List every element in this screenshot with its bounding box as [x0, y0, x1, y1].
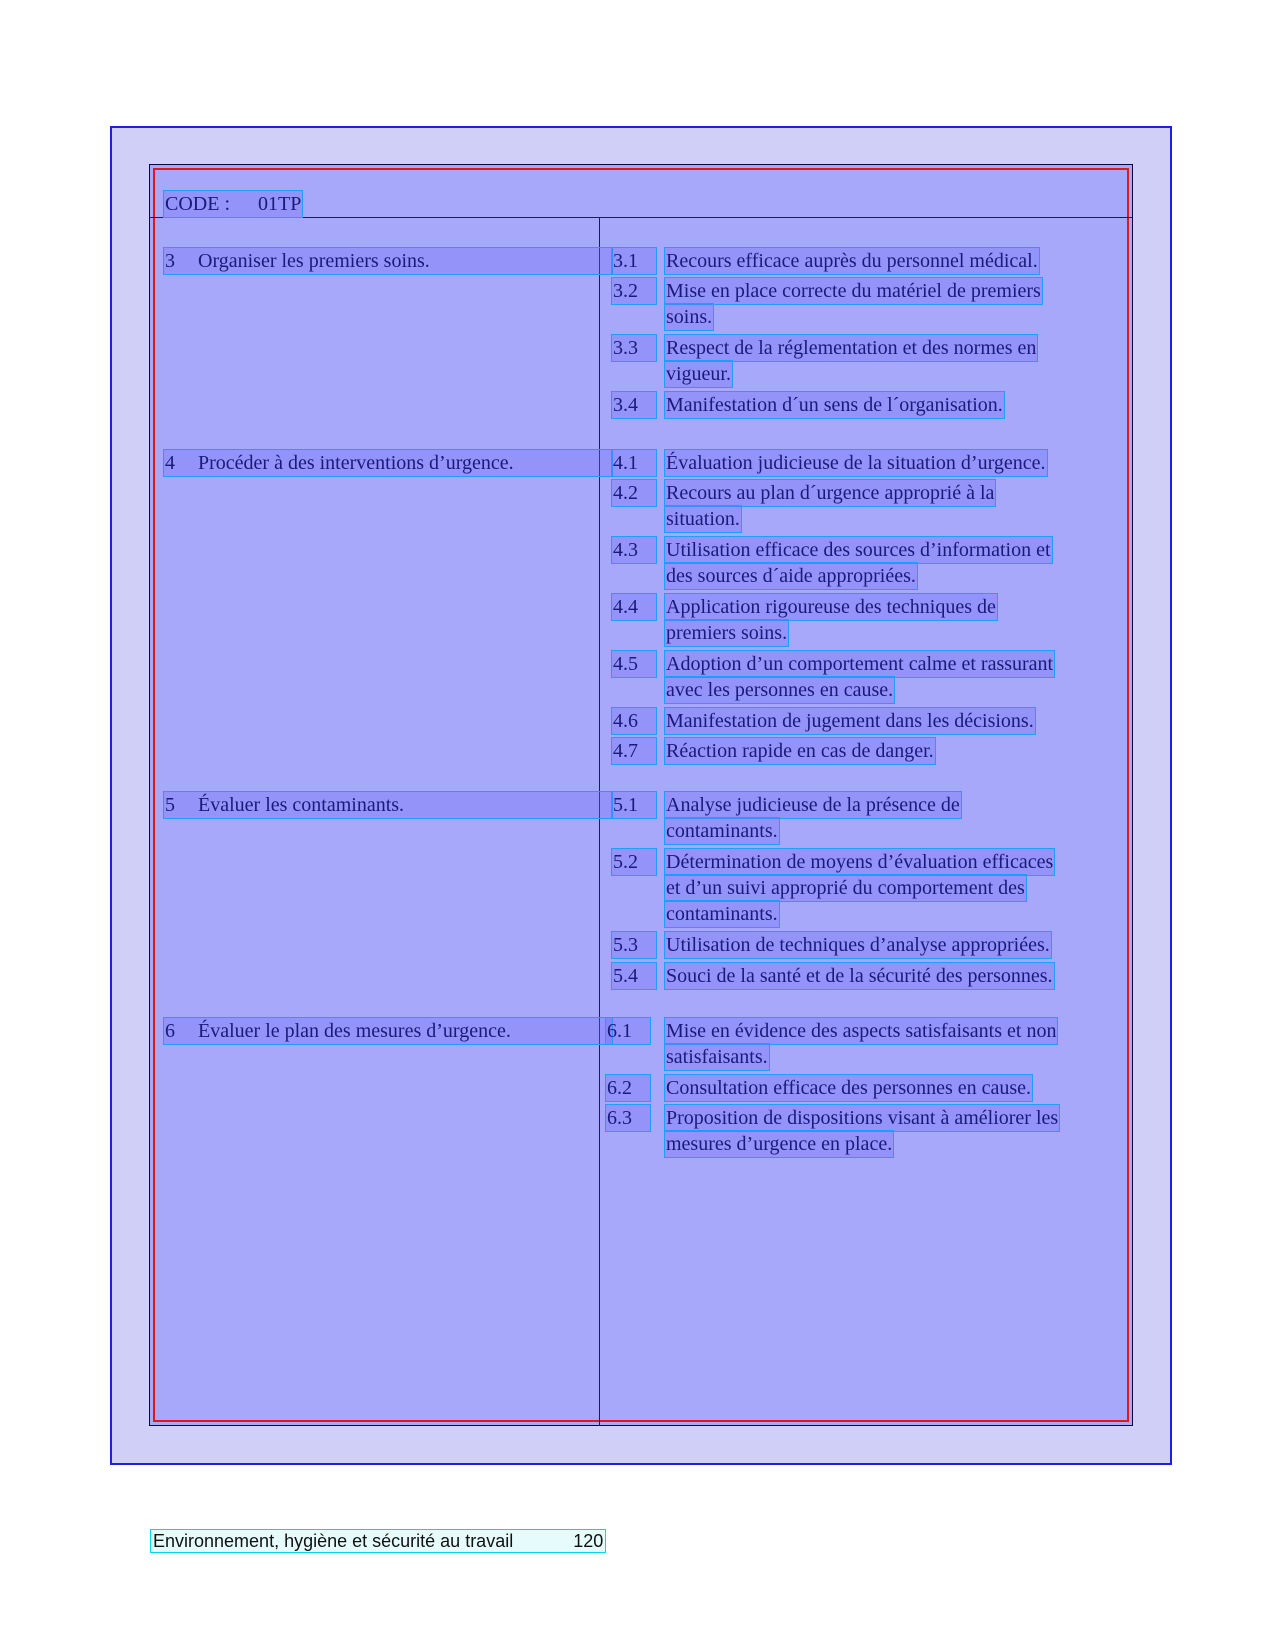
- criterion-line: Mise en évidence des aspects satisfaisants et non: [666, 1020, 1057, 1042]
- criterion-line: Évaluation judicieuse de la situation d’urgence.: [666, 452, 1046, 474]
- criterion-number: 4.6: [612, 708, 656, 734]
- criterion-line: et d’un suivi approprié du comportement des: [666, 877, 1025, 899]
- criterion-line: situation.: [666, 508, 740, 530]
- criterion-line: Manifestation de jugement dans les décisions.: [666, 710, 1034, 732]
- competency-text: Évaluer les contaminants.: [198, 794, 405, 816]
- criterion-line: Adoption d’un comportement calme et rassurant: [666, 653, 1054, 675]
- criterion-line: Recours efficace auprès du personnel médical.: [666, 250, 1038, 272]
- competency-item: [164, 1018, 612, 1044]
- criterion-line: mesures d’urgence en place.: [666, 1133, 893, 1155]
- criterion-number: 6.3: [606, 1105, 650, 1131]
- criterion-number: 6.2: [606, 1075, 650, 1101]
- page-number: 120: [573, 1531, 604, 1551]
- criterion-number: 4.4: [612, 594, 656, 620]
- criterion-line: Détermination de moyens d’évaluation efficaces: [666, 851, 1054, 873]
- competency-item: [164, 450, 612, 476]
- criterion-line: contaminants.: [666, 903, 778, 925]
- criterion-line: Souci de la santé et de la sécurité des personnes.: [666, 965, 1053, 987]
- criterion-number: 5.4: [612, 963, 656, 989]
- competency-text: Évaluer le plan des mesures d’urgence.: [198, 1020, 511, 1042]
- competency-text: Organiser les premiers soins.: [198, 250, 430, 272]
- criterion-number: 3.2: [612, 278, 656, 304]
- criterion-number: 3.1: [612, 248, 656, 274]
- competency-number: 3: [165, 250, 175, 272]
- page-footer: [151, 1530, 605, 1552]
- criterion-number: 4.2: [612, 480, 656, 506]
- criterion-line: Respect de la réglementation et des normes en: [666, 337, 1037, 359]
- criterion-line: Utilisation de techniques d’analyse appropriées.: [666, 934, 1050, 956]
- code-value: 01TP: [258, 193, 302, 215]
- criterion-number: 4.1: [612, 450, 656, 476]
- criterion-line: avec les personnes en cause.: [666, 679, 894, 701]
- criterion-number: 4.5: [612, 651, 656, 677]
- footer-title: Environnement, hygiène et sécurité au travail: [153, 1531, 514, 1551]
- criterion-number: 4.3: [612, 537, 656, 563]
- criterion-line: Application rigoureuse des techniques de: [666, 596, 996, 618]
- criterion-line: contaminants.: [666, 820, 778, 842]
- competency-number: 4: [165, 452, 175, 474]
- header-divider: [150, 217, 1132, 218]
- criterion-line: satisfaisants.: [666, 1046, 768, 1068]
- competency-number: 6: [165, 1020, 175, 1042]
- criterion-line: vigueur.: [666, 363, 731, 385]
- competency-number: 5: [165, 794, 175, 816]
- competency-item: [164, 792, 612, 818]
- criterion-line: premiers soins.: [666, 622, 788, 644]
- criterion-line: Manifestation d´un sens de l´organisation.: [666, 394, 1003, 416]
- code-header: [164, 191, 302, 217]
- criterion-line: Utilisation efficace des sources d’information et: [666, 539, 1051, 561]
- criterion-number: 5.1: [612, 792, 656, 818]
- criterion-line: Analyse judicieuse de la présence de: [666, 794, 960, 816]
- competency-text: Procéder à des interventions d’urgence.: [198, 452, 514, 474]
- criterion-number: 5.3: [612, 932, 656, 958]
- criterion-number: 4.7: [612, 738, 656, 764]
- criterion-number: 3.3: [612, 335, 656, 361]
- criterion-line: Proposition de dispositions visant à améliorer les: [666, 1107, 1059, 1129]
- code-label: CODE :: [165, 193, 230, 215]
- competency-item: [164, 248, 612, 274]
- criterion-line: Recours au plan d´urgence approprié à la: [666, 482, 995, 504]
- criterion-line: Consultation efficace des personnes en cause.: [666, 1077, 1032, 1099]
- criterion-number: 3.4: [612, 392, 656, 418]
- criterion-number: 5.2: [612, 849, 656, 875]
- criterion-line: soins.: [666, 306, 713, 328]
- criterion-line: des sources d´aide appropriées.: [666, 565, 916, 587]
- criterion-line: Réaction rapide en cas de danger.: [666, 740, 934, 762]
- criterion-line: Mise en place correcte du matériel de premiers: [666, 280, 1041, 302]
- column-divider: [599, 217, 600, 1426]
- criterion-number: 6.1: [606, 1018, 650, 1044]
